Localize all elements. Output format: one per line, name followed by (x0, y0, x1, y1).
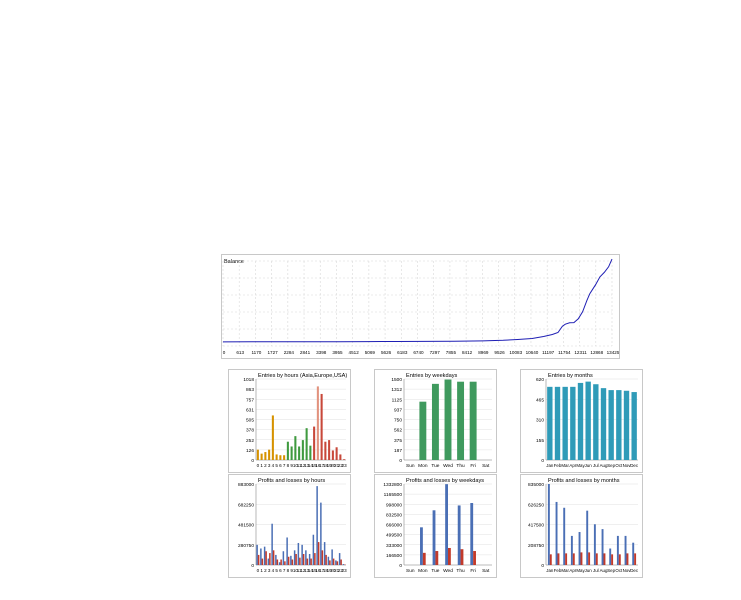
y-tick-label: 1165500 (383, 493, 402, 499)
y-tick-label: 333000 (385, 543, 402, 549)
bar (260, 548, 262, 565)
bar (302, 440, 304, 460)
entries-by-hours-chart (228, 369, 351, 473)
x-tick-label: Jan (546, 568, 554, 573)
y-tick-label: 0 (399, 459, 402, 464)
bar (570, 387, 575, 460)
bar (316, 486, 318, 565)
x-tick-label: 5 (275, 463, 278, 468)
x-tick-label: Dec (630, 463, 639, 468)
chart-title: Profits and losses by hours (258, 478, 326, 484)
x-tick-label: 17 (319, 463, 325, 468)
bar (611, 554, 613, 565)
y-tick-label: 1312 (391, 388, 402, 394)
bar (272, 415, 274, 460)
x-tick-label: 23 (341, 463, 347, 468)
chart-title: Entries by weekdays (406, 373, 458, 379)
bar (619, 554, 621, 565)
bar (608, 390, 613, 460)
bar (578, 383, 583, 460)
x-tick-label: 7855 (445, 350, 457, 355)
x-tick-label: 9 (290, 568, 293, 573)
x-tick-label: Mar (561, 463, 569, 468)
bar (306, 428, 308, 460)
y-tick-label: 863 (245, 388, 254, 394)
bar (340, 559, 342, 565)
x-tick-label: 11754 (558, 350, 571, 355)
balance-chart (221, 254, 620, 359)
x-tick-label: 0 (222, 350, 226, 355)
x-tick-label: 1727 (267, 350, 278, 355)
x-tick-label: 22 (337, 463, 343, 468)
bar (627, 553, 629, 565)
bar (287, 442, 289, 460)
x-tick-label: Sep (607, 568, 616, 573)
x-tick-label: 1 (260, 463, 263, 468)
bar (288, 557, 290, 565)
y-tick-label: 835000 (527, 483, 544, 488)
y-tick-label: 626250 (527, 503, 544, 509)
y-tick-label: 832500 (385, 513, 402, 519)
entries-by-weekdays-chart-svg (375, 370, 496, 472)
x-tick-label: 21 (334, 463, 340, 468)
bar (445, 380, 452, 460)
x-tick-label: 1 (260, 568, 263, 573)
x-tick-label: Mon (418, 464, 428, 469)
bar (448, 548, 451, 565)
y-tick-label: 937 (393, 408, 402, 414)
bar (313, 535, 315, 565)
bar (550, 554, 552, 565)
x-tick-label: 11 (296, 568, 302, 573)
x-tick-label: Jul (593, 463, 599, 468)
bar (631, 392, 636, 460)
bar (298, 543, 300, 565)
x-tick-label: Wed (443, 464, 453, 469)
chart-title: Profits and losses by weekdays (406, 478, 485, 484)
bar (268, 559, 270, 565)
bar (324, 442, 326, 460)
bar (558, 553, 560, 565)
bar (284, 561, 286, 565)
x-tick-label: Thu (456, 569, 465, 574)
bar (257, 450, 259, 460)
bar (258, 555, 260, 565)
y-tick-label: 0 (541, 564, 544, 569)
bar (295, 554, 297, 565)
x-tick-label: 5626 (380, 350, 392, 355)
bar (290, 556, 292, 565)
x-tick-label: 2841 (299, 350, 311, 355)
y-tick-label: 0 (541, 459, 544, 464)
bar (277, 559, 279, 565)
bar (470, 382, 477, 460)
x-tick-label: Sat (482, 569, 490, 574)
bar (303, 554, 305, 565)
x-tick-label: 4 (271, 568, 275, 573)
bar (571, 536, 573, 565)
x-tick-label: 10640 (525, 350, 539, 355)
x-tick-label: 13 (304, 463, 310, 468)
bar (555, 387, 560, 460)
bar (264, 547, 266, 565)
x-tick-label: 17 (319, 568, 325, 573)
x-tick-label: 10 (292, 568, 298, 573)
x-tick-label: 6740 (413, 350, 424, 355)
bar (473, 551, 476, 565)
chart-title: Entries by months (548, 373, 593, 379)
y-tick-label: 682250 (237, 503, 254, 509)
balance-chart-svg (222, 255, 619, 358)
bar (337, 561, 339, 565)
profits-losses-by-weekdays-chart (374, 474, 497, 578)
bar (458, 505, 461, 565)
y-tick-label: 280750 (237, 543, 254, 549)
bar (279, 455, 281, 460)
bar (419, 402, 426, 460)
x-tick-label: Sun (406, 464, 415, 469)
bar (445, 484, 448, 565)
bar (309, 554, 311, 565)
x-tick-label: 18 (322, 463, 328, 468)
y-tick-label: 417500 (527, 523, 544, 529)
bar (616, 390, 621, 460)
x-tick-label: 11 (296, 463, 302, 468)
y-tick-label: 562 (393, 428, 402, 434)
y-tick-label: 998000 (385, 503, 402, 509)
bar (275, 555, 277, 565)
x-tick-label: 6183 (397, 350, 408, 355)
x-tick-label: Nov (622, 568, 631, 573)
bar (335, 560, 337, 565)
x-tick-label: Tue (431, 464, 440, 469)
x-tick-label: 13 (304, 568, 310, 573)
bar (271, 524, 273, 565)
bar (604, 553, 606, 565)
bar (617, 536, 619, 565)
bar (461, 549, 464, 565)
x-tick-label: 3398 (316, 350, 327, 355)
y-tick-label: 750 (393, 418, 402, 424)
bar (423, 553, 426, 565)
bar (624, 391, 629, 460)
x-tick-label: 20 (330, 568, 336, 573)
x-tick-label: 16 (315, 568, 321, 573)
x-tick-label: Sep (607, 463, 616, 468)
x-tick-label: 12868 (590, 350, 604, 355)
bar (563, 508, 565, 565)
y-tick-label: 499500 (385, 533, 402, 539)
x-tick-label: May (576, 568, 585, 573)
bar (298, 446, 300, 460)
x-tick-label: 13425 (606, 350, 619, 355)
chart-title: Profits and losses by months (548, 478, 620, 484)
bar (256, 545, 258, 565)
x-tick-label: 12 (300, 568, 306, 573)
y-tick-label: 1500 (391, 378, 402, 383)
y-tick-label: 0 (399, 564, 402, 569)
x-tick-label: 10 (292, 463, 298, 468)
bar (268, 450, 270, 460)
x-tick-label: Tue (431, 569, 440, 574)
y-tick-label: 310 (535, 418, 544, 424)
x-tick-label: 6 (279, 463, 282, 468)
bar (321, 394, 323, 460)
bar (556, 502, 558, 565)
bar (602, 529, 604, 565)
bar (432, 384, 439, 460)
x-tick-label: 3955 (332, 350, 343, 355)
bar (593, 384, 598, 460)
x-tick-label: 7297 (429, 350, 440, 355)
bar (314, 553, 316, 565)
x-tick-label: Feb (553, 463, 562, 468)
bar (265, 551, 267, 565)
bar (420, 527, 423, 565)
bar (299, 558, 301, 565)
bar (294, 436, 296, 460)
x-tick-label: 8412 (462, 350, 473, 355)
entries-by-months-chart (520, 369, 643, 473)
x-tick-label: Oct (615, 463, 623, 468)
bar (343, 459, 345, 460)
y-tick-label: 666000 (385, 523, 402, 529)
entries-by-months-chart-svg (521, 370, 642, 472)
x-tick-label: Fri (470, 569, 476, 574)
y-tick-label: 1125 (391, 398, 402, 404)
x-tick-label: Sun (406, 569, 415, 574)
y-tick-label: 883000 (237, 483, 254, 488)
x-tick-label: 1170 (251, 350, 262, 355)
x-tick-label: 2 (264, 463, 267, 468)
bar (328, 557, 330, 565)
x-tick-label: 9 (290, 463, 293, 468)
bar (634, 553, 636, 565)
bar (333, 559, 335, 565)
bar (317, 386, 319, 460)
bar (579, 532, 581, 565)
x-tick-label: 16 (315, 463, 321, 468)
bar (286, 537, 288, 565)
bar (329, 560, 331, 565)
x-tick-label: 2 (264, 568, 267, 573)
entries-by-hours-chart-svg (229, 370, 350, 472)
bar (548, 484, 550, 565)
y-tick-label: 620 (535, 378, 544, 383)
y-tick-label: 1018 (243, 378, 254, 383)
bar (343, 564, 345, 565)
bar (435, 551, 438, 565)
x-tick-label: 0 (256, 463, 260, 468)
bar (457, 382, 464, 460)
x-tick-label: 4 (271, 463, 275, 468)
x-tick-label: 10083 (509, 350, 523, 355)
y-tick-label: 631 (245, 408, 254, 414)
bar (283, 551, 285, 565)
bar (609, 549, 611, 565)
bar (632, 543, 634, 565)
x-tick-label: 5069 (364, 350, 375, 355)
x-tick-label: Aug (599, 463, 608, 468)
x-tick-label: 613 (236, 350, 245, 355)
profits-losses-by-months-chart (520, 474, 643, 578)
y-tick-label: 378 (245, 428, 254, 434)
bar (301, 545, 303, 565)
x-tick-label: Jul (593, 568, 599, 573)
x-tick-label: 23 (341, 568, 347, 573)
bar (625, 536, 627, 565)
bar (269, 553, 271, 565)
y-tick-label: 375 (393, 438, 402, 444)
bar (309, 446, 311, 460)
x-tick-label: Fri (470, 464, 476, 469)
x-tick-label: 7 (282, 463, 286, 468)
x-tick-label: Wed (443, 569, 453, 574)
bar (588, 552, 590, 565)
x-tick-label: 22 (337, 568, 343, 573)
x-tick-label: 11197 (542, 350, 555, 355)
bar (328, 440, 330, 460)
bar (291, 446, 293, 460)
x-tick-label: Mar (561, 568, 569, 573)
bar (596, 553, 598, 565)
x-tick-label: Nov (622, 463, 631, 468)
bar (433, 510, 436, 565)
x-tick-label: 19 (326, 463, 332, 468)
chart-title: Entries by hours (Asia,Europe,USA) (258, 373, 348, 379)
bar (586, 511, 588, 565)
x-tick-label: 0 (256, 568, 260, 573)
x-tick-label: Jun (584, 463, 592, 468)
x-tick-label: 12 (300, 463, 306, 468)
bar (276, 454, 278, 460)
x-tick-label: 18 (322, 568, 328, 573)
x-tick-label: Apr (569, 463, 577, 468)
y-tick-label: 465 (535, 398, 544, 404)
x-tick-label: 14 (307, 463, 313, 468)
bar (336, 447, 338, 460)
x-tick-label: 3 (267, 463, 271, 468)
bar (283, 455, 285, 460)
bar (322, 550, 324, 565)
x-tick-label: 21 (334, 568, 340, 573)
x-tick-label: Jun (584, 568, 592, 573)
x-tick-label: Sat (482, 464, 490, 469)
x-tick-label: 2284 (283, 350, 294, 355)
x-tick-label: Aug (599, 568, 608, 573)
bar (305, 550, 307, 565)
bar (565, 553, 567, 565)
x-tick-label: 8 (286, 568, 290, 573)
y-tick-label: 208750 (527, 543, 544, 549)
x-tick-label: 19 (326, 568, 332, 573)
x-tick-label: May (576, 463, 585, 468)
bar (601, 388, 606, 460)
y-tick-label: 0 (251, 459, 254, 464)
bar (585, 382, 590, 460)
y-tick-label: 757 (245, 398, 254, 404)
x-tick-label: 9526 (494, 350, 505, 355)
x-tick-label: 14 (307, 568, 313, 573)
x-tick-label: Apr (569, 568, 577, 573)
bar (262, 559, 264, 565)
x-tick-label: Feb (553, 568, 562, 573)
profits-losses-by-weekdays-chart-svg (375, 475, 496, 577)
y-tick-label: 252 (245, 438, 254, 444)
y-tick-label: 155 (535, 438, 544, 444)
x-tick-label: 15 (311, 568, 317, 573)
chart-title: Balance (224, 259, 244, 265)
bar (331, 549, 333, 565)
bar (307, 559, 309, 565)
y-tick-label: 126 (245, 448, 254, 454)
y-tick-label: 481500 (237, 523, 254, 529)
bar (313, 427, 315, 460)
x-tick-label: Thu (456, 464, 465, 469)
bar (324, 542, 326, 565)
x-tick-label: Mon (418, 569, 428, 574)
y-tick-label: 1332800 (383, 483, 402, 488)
bar (339, 454, 341, 460)
x-tick-label: 3 (267, 568, 271, 573)
bar (581, 552, 583, 565)
bar (332, 450, 334, 460)
bar (280, 559, 282, 565)
profits-losses-by-months-chart-svg (521, 475, 642, 577)
y-tick-label: 166500 (385, 553, 402, 559)
x-tick-label: 7 (282, 568, 286, 573)
x-tick-label: 15 (311, 463, 317, 468)
bar (294, 550, 296, 565)
y-tick-label: 505 (245, 418, 254, 424)
bar (325, 555, 327, 565)
bar (279, 562, 281, 565)
bar (594, 524, 596, 565)
x-tick-label: 8969 (478, 350, 489, 355)
y-tick-label: 187 (393, 448, 402, 454)
bar (470, 503, 473, 565)
bar (264, 452, 266, 460)
bar (292, 559, 294, 565)
profits-losses-by-hours-chart (228, 474, 351, 578)
entries-by-weekdays-chart (374, 369, 497, 473)
bar (339, 553, 341, 565)
x-tick-label: 8 (286, 463, 290, 468)
x-tick-label: 20 (330, 463, 336, 468)
profits-losses-by-hours-chart-svg (229, 475, 350, 577)
x-tick-label: 5 (275, 568, 278, 573)
bar (547, 387, 552, 460)
bar (318, 542, 320, 565)
bar (573, 553, 575, 565)
x-tick-label: 4512 (348, 350, 359, 355)
bar (562, 387, 567, 460)
bar (273, 550, 275, 565)
x-tick-label: Jan (546, 463, 554, 468)
x-tick-label: Oct (615, 568, 623, 573)
x-tick-label: 12311 (574, 350, 587, 355)
x-tick-label: 6 (279, 568, 282, 573)
y-tick-label: 0 (251, 564, 254, 569)
bar (310, 559, 312, 565)
x-tick-label: Dec (630, 568, 639, 573)
bar (320, 503, 322, 565)
bar (261, 454, 263, 460)
